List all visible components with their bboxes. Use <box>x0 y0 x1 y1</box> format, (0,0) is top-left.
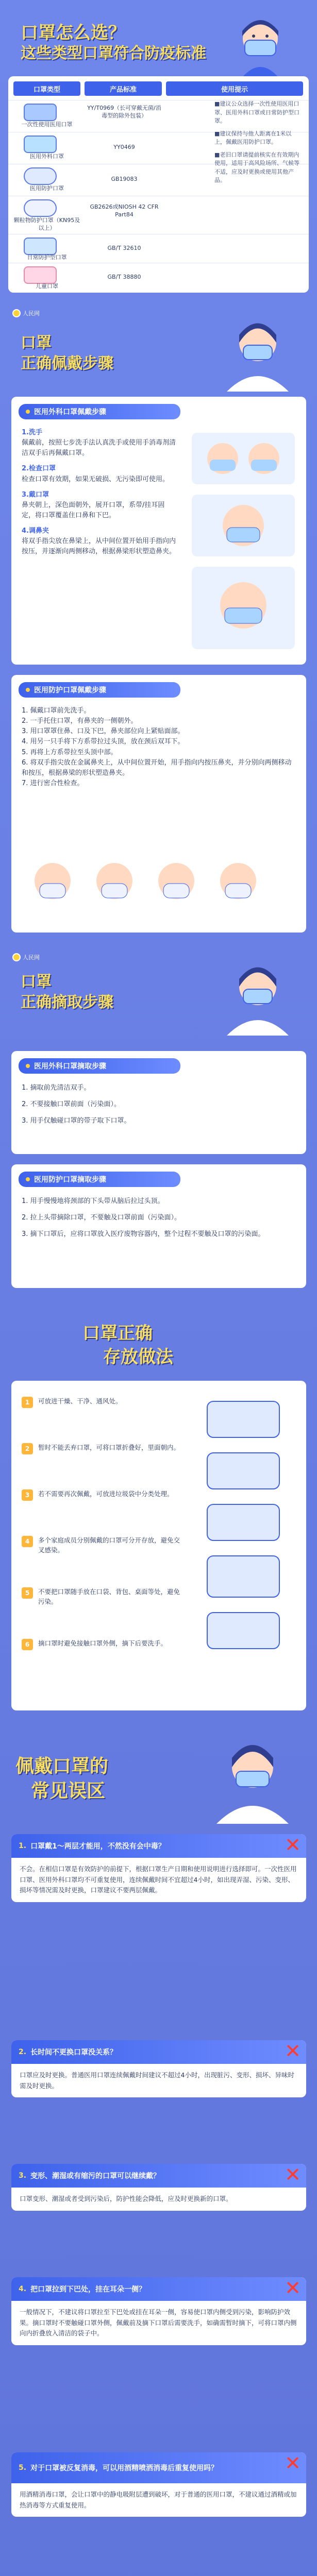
mask-icon <box>24 199 57 217</box>
myth-question-text: 长时间不更换口罩没关系？ <box>30 2048 118 2057</box>
section-header-text: 医用防护口罩摘取步骤 <box>34 1176 106 1184</box>
myth-card <box>11 2452 306 2517</box>
store-title-1: 口罩正确 <box>82 1323 153 1344</box>
cross-icon: ✕ <box>285 2164 301 2186</box>
list-item <box>22 1443 181 1454</box>
step-title: 2.检查口罩 <box>22 465 56 473</box>
list-item-text: 暂时不能丢弃口罩，可将口罩折叠好，里面朝内。 <box>38 1444 180 1451</box>
section-header <box>19 404 180 419</box>
steps-list <box>22 1083 295 1126</box>
mask-icon <box>24 167 57 185</box>
mask-type-name: 儿童口罩 <box>36 283 58 290</box>
doctor-illustration-icon <box>216 958 299 1036</box>
myth-card <box>11 2164 306 2211</box>
bullet-dot-icon <box>26 1177 30 1181</box>
table-row <box>8 196 309 234</box>
step-text: 7. 进行密合性检查。 <box>22 779 84 787</box>
cross-icon: ✕ <box>285 2277 301 2299</box>
n95-wear-card <box>11 675 306 933</box>
steps-list <box>22 1196 295 1240</box>
list-item-text: 不要把口罩随手放在口袋、背包、桌面等处，避免污染。 <box>38 1588 180 1606</box>
step-text: 3. 摘下口罩后，应将口罩放入医疗废物容器内，整个过程不要触及口罩的污染面。 <box>22 1230 265 1239</box>
myth-question: 4. 把口罩拉到下巴处，挂在耳朵一侧？ <box>11 2277 306 2301</box>
mask-type-name: 日常防护型口罩 <box>27 254 67 261</box>
hero-title-2: 这些类型口罩符合防疫标准 <box>21 44 206 62</box>
myth-card <box>11 1834 306 1902</box>
list-item <box>22 1489 181 1501</box>
step-text: 3. 用口罩罩住鼻、口及下巴，鼻夹部位向上紧贴面部。 <box>22 727 185 736</box>
myth-question-text: 口罩戴1～两层才能用，不然没有会中毒？ <box>30 1842 165 1851</box>
remove-title-1: 口罩 <box>21 973 52 991</box>
storage-illustration-icon <box>192 1391 295 1700</box>
step-text: 2. 拉上头带摘除口罩，不要触及口罩前面（污染面）。 <box>22 1214 181 1222</box>
list-item-text: 可放进干燥、干净、通风处。 <box>38 1397 122 1405</box>
myth-answer: 用酒精消毒口罩，会让口罩中的静电吸附层遭到破坏，对于普通的医用口罩，不建议通过酒精或加热消毒等方式重复使用。 <box>20 2490 297 2509</box>
store-title-2: 存放做法 <box>103 1347 173 1367</box>
myth-title-2: 常见误区 <box>31 1781 106 1802</box>
number-badge: 3 <box>22 1489 33 1501</box>
wear-title-1: 口罩 <box>21 334 52 352</box>
mask-icon <box>24 135 57 153</box>
section-header <box>19 1172 180 1187</box>
myth-card <box>11 2277 306 2345</box>
cross-icon: ✕ <box>285 2452 301 2475</box>
myth-question: 3. 变形、潮湿或有缩污的口罩可以继续戴？ <box>11 2164 306 2188</box>
usage-tip: ■建议公众选择一次性使用医用口罩、医用外科口罩或日常防护型口罩。 <box>214 100 299 124</box>
cross-icon: ✕ <box>285 2040 301 2062</box>
steps-list <box>22 706 295 789</box>
step-text: 2. 不要接触口罩前面（污染面）。 <box>22 1100 121 1109</box>
number-badge: 5 <box>22 1587 33 1599</box>
step-text: 佩戴前，按照七步洗手法认真洗手或使用手消毒剂清洁双手后再佩戴口罩。 <box>22 439 176 457</box>
list-item-text: 摘口罩时避免接触口罩外侧，摘下后要洗手。 <box>38 1639 168 1647</box>
number-badge: 4 <box>22 1536 33 1547</box>
logo <box>12 309 40 317</box>
storage-card <box>11 1381 306 1710</box>
mask-type-name: 一次性使用医用口罩 <box>21 121 73 128</box>
step-title: 3.戴口罩 <box>22 490 49 499</box>
section-header <box>19 1058 180 1074</box>
col-header-type: 口罩类型 <box>13 81 80 96</box>
myth-question: 1. 口罩戴1～两层才能用，不然没有会中毒？ <box>11 1834 306 1858</box>
doctor-illustration-icon <box>206 1731 299 1824</box>
n95-remove-card <box>11 1164 306 1288</box>
wearing-steps-illustration-icon <box>187 428 300 654</box>
mask-standard: GB2626或NIOSH 42 CFR Part84 <box>90 204 159 218</box>
logo-text: 人民网 <box>23 954 40 961</box>
myth-title-1: 佩戴口罩的 <box>15 1756 109 1777</box>
step-title: 4.调鼻夹 <box>22 527 49 535</box>
col-header-std: 产品标准 <box>85 81 162 96</box>
list-item <box>22 1396 181 1408</box>
step-text: 1. 摘取前先清洁双手。 <box>22 1084 91 1092</box>
remove-title-2: 正确摘取步骤 <box>21 993 113 1011</box>
logo <box>12 953 40 961</box>
mask-icon <box>24 238 57 255</box>
table-row <box>8 234 309 263</box>
mask-icon <box>24 104 57 121</box>
myth-card <box>11 2040 306 2097</box>
usage-tip: ■建议保持与他人距离在1米以上，佩戴医用防护口罩。 <box>214 130 292 145</box>
mask-standard: GB19083 <box>111 176 138 182</box>
col-header-tip: 使用提示 <box>166 81 303 96</box>
step-text: 2. 一手托住口罩，有鼻夹的一侧朝外。 <box>22 717 138 725</box>
list-item-text: 若不需要再次佩戴，可放进垃圾袋中分类处理。 <box>38 1490 174 1498</box>
section-header <box>19 682 180 698</box>
myth-answer: 口罩变形、潮湿或者受到污染后，防护性能会降低，应及时更换新的口罩。 <box>20 2195 232 2202</box>
myth-question-text: 对于口罩被反复消毒，可以用酒精喷洒消毒后重复使用吗？ <box>30 2464 219 2472</box>
table-row <box>8 263 309 293</box>
hero-title-1: 口罩怎么选？ <box>21 23 126 43</box>
mask-type-name: 颗粒物防护口罩（KN95及以上） <box>13 217 80 231</box>
logo-text: 人民网 <box>23 310 40 317</box>
bullet-dot-icon <box>26 688 30 692</box>
number-badge: 1 <box>22 1397 33 1408</box>
step-text: 检查口罩有效期，如果无破损、无污染即可使用。 <box>22 475 170 483</box>
step-text: 5. 再将上方系带拉至头顶中部。 <box>22 748 118 756</box>
myth-answer: 不会。在相信口罩是有效防护的前提下，根据口罩生产日期和使用说明进行选择即可。一次性医用口罩、医用外科口罩均不可重复使用，连续佩戴时间不宜超过4小时，如出现弄湿、污染、变形、损坏等情况需及时更换，口罩建议不要两层佩戴。 <box>20 1865 297 1894</box>
step-title: 1.洗手 <box>22 429 42 436</box>
step-text: 4. 用另一只手将下方系带拉过头顶，放在颈后双耳下。 <box>22 738 185 746</box>
mask-standard: GB/T 38880 <box>107 274 141 280</box>
usage-tip: ■老旧口罩请提前核实在有效期内使用，适用于高风险场所、气候等不适，应及时更换或使用其他产品。 <box>214 151 299 183</box>
mask-standard: GB/T 32610 <box>107 245 141 251</box>
cross-icon: ✕ <box>285 1834 301 1856</box>
section-header-text: 医用外科口罩佩戴步骤 <box>34 408 106 416</box>
step-text: 1. 佩戴口罩前先洗手。 <box>22 707 91 715</box>
number-badge: 6 <box>22 1639 33 1650</box>
section-header-text: 医用外科口罩摘取步骤 <box>34 1062 106 1071</box>
masked-person-icon <box>232 15 289 77</box>
mask-type-name: 医用外科口罩 <box>30 153 64 160</box>
logo-icon <box>12 953 21 961</box>
usage-tips <box>214 100 302 189</box>
step-text: 6. 将双手指尖放在金属鼻夹上，从中间位置开始，用手指向内按压鼻夹，并分别向两侧移动和按压，根据鼻梁的形状塑造鼻夹。 <box>22 758 292 777</box>
number-badge: 2 <box>22 1443 33 1454</box>
step-text: 鼻夹朝上，深色面朝外，展开口罩，系带/挂耳固定，将口罩覆盖住口鼻和下巴。 <box>22 501 165 519</box>
step-text: 3. 用手仅触碰口罩的带子取下口罩。 <box>22 1117 131 1125</box>
myth-question-text: 变形、潮湿或有缩污的口罩可以继续戴？ <box>30 2172 161 2180</box>
logo-icon <box>12 309 21 317</box>
mask-type-name: 医用防护口罩 <box>30 185 64 192</box>
bullet-dot-icon <box>26 410 30 414</box>
wear-title-2: 正确佩戴步骤 <box>21 354 113 372</box>
mask-standard: YY/T0969（长可穿戴无菌/消毒型的除外包装） <box>87 105 161 119</box>
step-text: 将双手指尖放在鼻梁上，从中间位置开始用手指向内按压，并逐渐向两侧移动，根据鼻梁形状塑造鼻夹。 <box>22 537 176 556</box>
surgical-remove-card <box>11 1051 306 1154</box>
n95-steps-illustration-icon <box>22 845 295 922</box>
steps-list <box>22 428 176 557</box>
section-header-text: 医用防护口罩佩戴步骤 <box>34 686 106 694</box>
myth-answer: 口罩应及时更换。普通医用口罩连续佩戴时间建议不超过4小时，出现脏污、变形、损坏、异味时需及时更换。 <box>20 2071 294 2090</box>
list-item-text: 多个家庭成员分别佩戴的口罩可分开存放，避免交叉感染。 <box>38 1536 180 1554</box>
list-item <box>22 1587 181 1607</box>
list-item <box>22 1535 181 1555</box>
myth-question: 2. 长时间不更换口罩没关系？ <box>11 2040 306 2064</box>
myth-question: 5. 对于口罩被反复消毒，可以用酒精喷洒消毒后重复使用吗？ <box>11 2452 306 2483</box>
doctor-illustration-icon <box>216 314 299 392</box>
mask-icon <box>24 266 57 284</box>
step-text: 1. 用手慢慢地将颈部的下头带从脑后拉过头顶。 <box>22 1197 164 1205</box>
mask-type-table <box>8 76 309 293</box>
surgical-wear-card <box>11 397 306 665</box>
bullet-dot-icon <box>26 1064 30 1068</box>
myth-answer: 一般情况下，不建议将口罩拉至下巴处或挂在耳朵一侧，容易使口罩内侧受到污染，影响防护效果。摘口罩时不要触碰口罩外侧，佩戴前及摘下口罩后需要洗手，如确需暂时摘下，可将口罩内侧向内折叠放入清洁的袋子中。 <box>20 2308 297 2337</box>
mask-standard: YY0469 <box>113 144 135 150</box>
hero-banner <box>0 0 317 72</box>
myth-question-text: 把口罩拉到下巴处，挂在耳朵一侧？ <box>30 2285 146 2294</box>
list-item <box>22 1638 181 1650</box>
